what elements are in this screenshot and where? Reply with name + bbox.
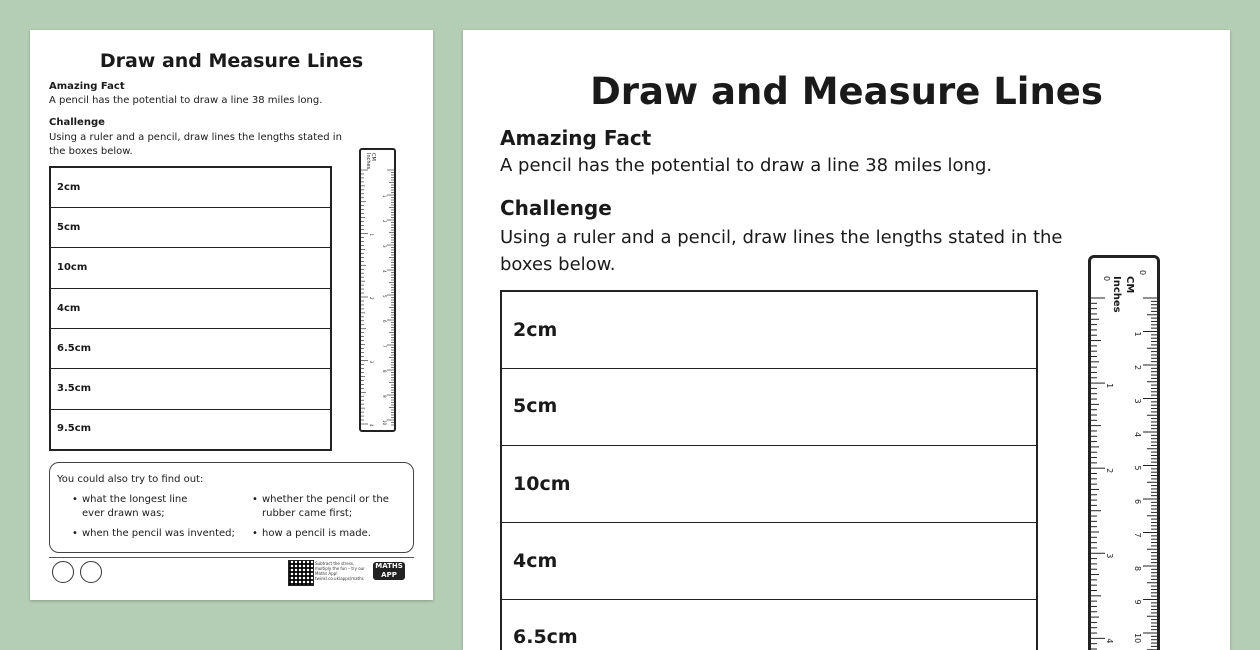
table-row[interactable]	[51, 208, 330, 248]
table-row[interactable]	[502, 292, 1036, 369]
ruler-inch-number: 2	[1105, 468, 1114, 474]
row-label: 6.5cm	[513, 626, 578, 648]
ruler-inches-label: Inches	[1111, 276, 1122, 313]
fact-text: A pencil has the potential to draw a line 38 miles long.	[500, 155, 993, 176]
extension-item: • what the longest line ever drawn was;	[82, 493, 212, 521]
row-label: 10cm	[57, 262, 88, 273]
ruler-cm-number: 8	[1133, 566, 1142, 572]
ruler-scale	[361, 150, 394, 430]
table-row[interactable]	[51, 369, 330, 410]
row-label: 2cm	[57, 182, 81, 193]
table-row[interactable]	[502, 523, 1036, 600]
ruler	[1088, 255, 1160, 650]
ruler-inch-number: 3	[1105, 553, 1114, 559]
ruler-inch-number: 1	[1105, 383, 1114, 389]
table-row[interactable]	[51, 168, 330, 208]
maths-app-badge: MATHS APP	[373, 562, 405, 580]
page-title: Draw and Measure Lines	[590, 70, 1103, 113]
ruler-inch-number: 3	[369, 360, 374, 364]
row-label: 4cm	[513, 550, 558, 572]
ruler-cm-number: 5	[382, 295, 387, 298]
measure-table	[500, 290, 1038, 650]
ruler-cm-number: 8	[382, 370, 387, 373]
fact-heading: Amazing Fact	[500, 126, 652, 150]
measure-table	[49, 166, 332, 451]
table-row[interactable]	[51, 248, 330, 289]
ruler-cm-number: 10	[1133, 633, 1142, 644]
ruler-inch-number: 2	[369, 297, 374, 300]
ruler-cm-number: 1	[382, 195, 387, 198]
extension-item: • how a pencil is made.	[262, 527, 412, 541]
fact-heading: Amazing Fact	[49, 81, 125, 92]
challenge-text: Using a ruler and a pencil, draw lines the lengths stated in the boxes below.	[500, 227, 1063, 275]
ruler-cm-number: 7	[382, 345, 387, 348]
ruler-cm-label: CM	[370, 153, 376, 161]
ruler-cm-number: 2	[1133, 365, 1142, 371]
row-label: 4cm	[57, 303, 81, 314]
row-label: 5cm	[57, 222, 81, 233]
ruler-cm-number: 10	[382, 420, 387, 426]
ruler-cm-number: 9	[1133, 599, 1142, 605]
footer-divider	[49, 557, 414, 558]
ruler-inch-number: 4	[1105, 638, 1114, 644]
footer-promo-text: Subtract the stress, multiply the fun – try our Maths App! twinkl.co.uk/apps/maths	[315, 561, 365, 581]
extension-intro: You could also try to find out:	[57, 474, 204, 485]
ruler-cm-number: 2	[382, 220, 387, 223]
worksheet-preview[interactable]	[463, 30, 1230, 650]
quality-check-icon	[80, 561, 102, 583]
ruler-inch-number: 4	[369, 424, 374, 427]
table-row[interactable]	[51, 410, 330, 449]
table-row[interactable]	[502, 600, 1036, 650]
qr-code-icon	[288, 560, 314, 586]
page-title: Draw and Measure Lines	[99, 50, 364, 72]
table-row[interactable]	[51, 329, 330, 369]
row-label: 10cm	[513, 473, 571, 495]
ruler-cm-number: 7	[1133, 532, 1142, 538]
extension-box	[49, 462, 414, 553]
row-label: 3.5cm	[57, 383, 92, 394]
row-label: 6.5cm	[57, 343, 92, 354]
ruler-inch-number: 1	[369, 233, 374, 237]
ruler-cm-number: 3	[382, 245, 387, 248]
ruler-scale	[1091, 258, 1157, 650]
row-label: 9.5cm	[57, 423, 92, 434]
twinkl-logo-icon	[52, 561, 74, 583]
ruler-inch-zero: 0	[1102, 276, 1111, 282]
ruler-cm-zero: 0	[1138, 270, 1147, 276]
row-label: 2cm	[513, 319, 558, 341]
challenge-text: Using a ruler and a pencil, draw lines the lengths stated in the boxes below.	[49, 132, 342, 157]
table-row[interactable]	[502, 369, 1036, 446]
table-row[interactable]	[51, 289, 330, 329]
worksheet-thumbnail[interactable]	[30, 30, 433, 600]
ruler-cm-number: 4	[1133, 432, 1142, 438]
table-row[interactable]	[502, 446, 1036, 523]
ruler-cm-number: 1	[1133, 331, 1142, 337]
row-label: 5cm	[513, 395, 558, 417]
challenge-heading: Challenge	[500, 196, 612, 220]
ruler-cm-number: 9	[382, 395, 387, 398]
ruler-cm-label: CM	[1124, 276, 1135, 294]
extension-item: • whether the pencil or the rubber came first;	[262, 493, 392, 521]
ruler-cm-number: 6	[382, 320, 387, 323]
challenge-heading: Challenge	[49, 117, 105, 128]
ruler-cm-number: 3	[1133, 398, 1142, 404]
ruler-cm-number: 5	[1133, 465, 1142, 471]
ruler	[359, 148, 396, 432]
fact-text: A pencil has the potential to draw a line 38 miles long.	[49, 95, 323, 106]
ruler-cm-number: 4	[382, 270, 387, 273]
ruler-cm-number: 6	[1133, 499, 1142, 505]
ruler-inches-label: Inches	[365, 153, 371, 170]
extension-item: • when the pencil was invented;	[82, 527, 242, 541]
